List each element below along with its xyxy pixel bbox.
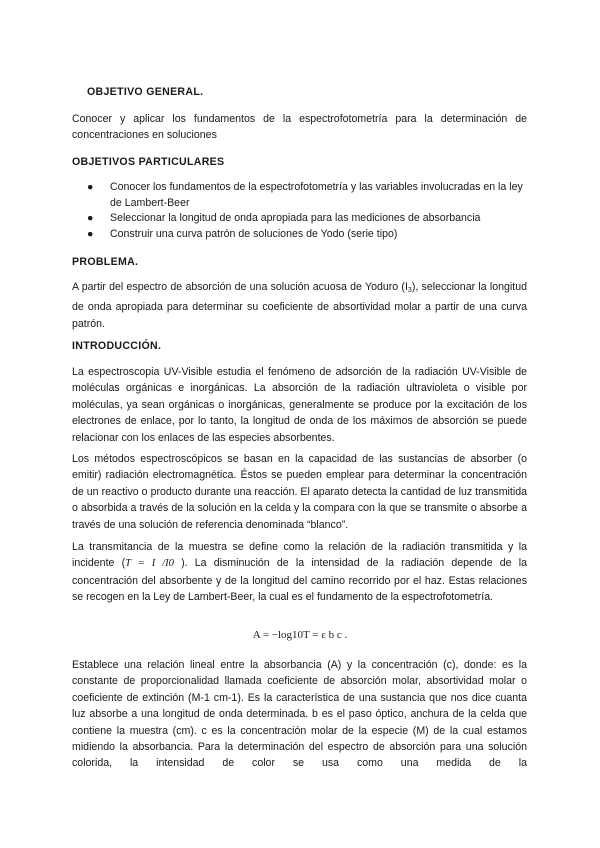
introduccion-paragraph-3 <box>72 539 527 606</box>
paragraph-3-end: ). La disminución de la intensidad de la radiación depende de la concentración del absorbente y de la longitud del camino recorrido por el haz. Estas relaciones se recogen en la Ley de Lambert-Beer, la cual es el fundamento de la espectrofotometría. <box>72 557 527 604</box>
list-item <box>87 180 527 211</box>
list-item-label: Construir una curva patrón de soluciones de Yodo (serie tipo) <box>110 227 398 240</box>
lambert-beer-formula: A = −log10T = ε b c . <box>252 629 348 641</box>
problema-text-start: A partir del espectro de absorción de una solución acuosa de Yoduro (I <box>72 281 408 293</box>
heading-objetivo-general: OBJETIVO GENERAL. <box>87 86 204 98</box>
objetivo-general-text: Conocer y aplicar los fundamentos de la espectrofotometría para la determinación de concentraciones en soluciones <box>72 113 527 142</box>
heading-objetivos-particulares: OBJETIVOS PARTICULARES <box>72 156 225 168</box>
heading-introduccion: INTRODUCCIÓN. <box>72 340 162 352</box>
list-item-label: Conocer los fundamentos de la espectrofotometría y las variables involucradas en la ley de Lambert-Beer <box>110 181 523 209</box>
list-item <box>87 227 527 243</box>
introduccion-paragraph-4: Establece una relación lineal entre la absorbancia (A) y la concentración (c), donde: es la constante de proporcionalidad llamada coeficiente de absorción molar, absortividad molar o coeficiente de extinción (M-1 cm-1). Es la característica de una sustancia que nos dice cuanta luz absorbe a una longitud de onda determinada. b es el paso óptico, anchura de la celda que contiene la muestra (cm). c es la concentración molar de la especie (M) de la cual estamos midiendo la absorbancia. Para la determinación del espectro de absorción para una solución colorida, la intensidad de color se usa como una medida de la <box>72 659 527 770</box>
bullet-icon: ● <box>87 181 94 193</box>
list-item-label: Seleccionar la longitud de onda apropiada para las mediciones de absorbancia <box>110 212 481 224</box>
problema-subscript: 3 <box>407 287 412 294</box>
transmittance-formula: T = I /I0 <box>125 558 174 570</box>
heading-problema: PROBLEMA. <box>72 256 139 268</box>
paragraph-3-start: La transmitancia de la muestra se define como la relación de la radiación transmitida y la incidente ( <box>72 541 527 570</box>
objetivos-particulares-list <box>87 180 527 242</box>
bullet-icon: ● <box>87 212 94 224</box>
introduccion-paragraph-2: Los métodos espectroscópicos se basan en la capacidad de las sustancias de absorber (o emitir) radiación electromagnética. Éstos se pueden emplear para determinar la concentración de un reactivo o producto durante una reacción. El aparato detecta la cantidad de luz transmitida o absorbida a través de la solución en la celda y la compara con la que se transmite o absorbe a través de una solución de referencia denominada “blanco”. <box>72 453 527 531</box>
problema-text <box>72 279 527 332</box>
introduccion-paragraph-1: La espectroscopia UV-Visible estudia el fenómeno de adsorción de la radiación UV-Visible de moléculas orgánicas e inorgánicas. La absorción de la radiación ultravioleta o visible por moléculas, ya sean orgánicas o inorgánicas, generalmente se produce por la excitación de los electrones de enlace, por lo tanto, la longitud de onda de los máximos de absorción se puede relacionar con los enlaces de las especies absorbentes. <box>72 366 527 444</box>
bullet-icon: ● <box>87 227 94 240</box>
list-item <box>87 211 527 227</box>
problema-text-end: ), seleccionar la longitud de onda apropiada para determinar su coeficiente de absortividad molar a partir de una curva patrón. <box>72 281 527 330</box>
